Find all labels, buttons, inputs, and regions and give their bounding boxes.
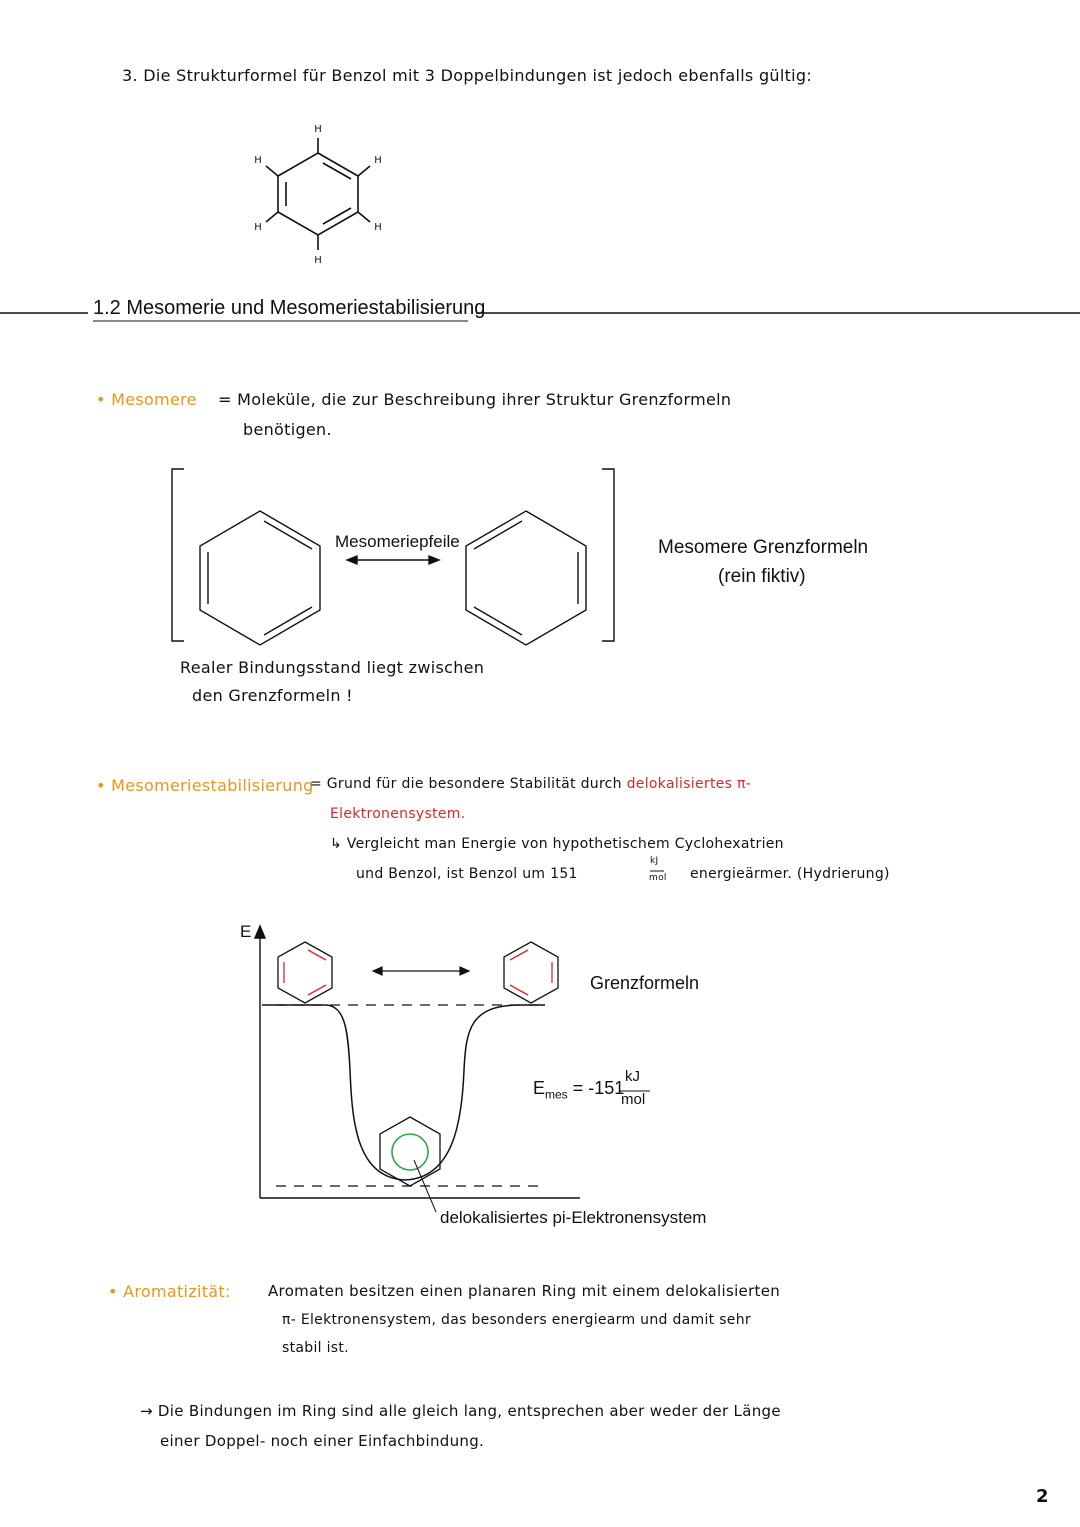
stabilisierung-line3: ↳ Vergleicht man Energie von hypothetischem Cyclohexatrien (330, 836, 784, 852)
mesomere-term: • Mesomere (96, 390, 197, 409)
right-bracket (602, 469, 614, 641)
mesomere-definition-line2: benötigen. (243, 420, 332, 439)
aromatizitaet-term: • Aromatizität: (108, 1282, 231, 1301)
emes-symbol: E (533, 1078, 546, 1098)
emes-value: = -151 (572, 1078, 625, 1098)
page-number: 2 (1036, 1486, 1049, 1507)
stabilisierung-def-prefix: = Grund für die besondere Stabilität durch (310, 776, 622, 792)
conclusion-line2: einer Doppel- noch einer Einfachbindung. (160, 1432, 485, 1450)
stabilisierung-def-highlight: delokalisiertes π- (626, 776, 752, 792)
benzene-structure-formula (266, 138, 370, 250)
bindungsstand-note-line1: Realer Bindungsstand liegt zwischen (180, 658, 485, 677)
grenzformel-1 (200, 511, 320, 645)
stabilisierung-line2: Elektronensystem. (330, 806, 466, 822)
section-title: 1.2 Mesomerie und Mesomeriestabilisierung (93, 297, 486, 319)
atom-h-bottom: H (314, 255, 322, 266)
atom-h-upper-right: H (374, 155, 382, 166)
stabilisierung-term: • Mesomeriestabilisierung (96, 776, 314, 795)
diagram-mesomerie-arrow (373, 967, 469, 975)
diagram-grenzformel-right (504, 942, 558, 1003)
emes-unit-top: kJ (625, 1068, 640, 1085)
diagram-benzene-delocalized (380, 1117, 440, 1186)
mesomerie-arrow (347, 556, 439, 564)
grenzformel-2 (466, 511, 586, 645)
aromatizitaet-line3: stabil ist. (282, 1340, 349, 1356)
delocalized-pointer (414, 1160, 436, 1212)
delocalized-label: delokalisiertes pi-Elektronensystem (440, 1208, 707, 1227)
aromatizitaet-line1: Aromaten besitzen einen planaren Ring mit einem delokalisierten (268, 1282, 781, 1300)
bindungsstand-note-line2: den Grenzformeln ! (192, 686, 353, 705)
emes-subscript: mes (545, 1087, 568, 1102)
stabilisierung-line4a: und Benzol, ist Benzol um 151 (356, 866, 578, 882)
conclusion-line1: → Die Bindungen im Ring sind alle gleich lang, entsprechen aber weder der Länge (140, 1402, 781, 1420)
mesomere-definition-line1: = Moleküle, die zur Beschreibung ihrer Struktur Grenzformeln (218, 390, 732, 409)
stabilisierung-unit-bottom: mol (649, 873, 667, 883)
energy-axis-label: E (240, 922, 252, 941)
aromatizitaet-line2: π- Elektronensystem, das besonders energiearm und damit sehr (282, 1312, 751, 1328)
emes-label (533, 1078, 624, 1102)
emes-unit-bottom: mol (621, 1091, 646, 1108)
energy-well-curve (262, 1005, 545, 1180)
grenzformeln-side-label-line1: Mesomere Grenzformeln (658, 537, 869, 558)
atom-h-lower-right: H (374, 222, 382, 233)
left-bracket (172, 469, 184, 641)
stabilisierung-line4b: energieärmer. (Hydrierung) (690, 866, 890, 882)
grenzformeln-label: Grenzformeln (590, 973, 700, 993)
stabilisierung-definition (310, 776, 751, 792)
atom-h-lower-left: H (254, 222, 262, 233)
diagram-grenzformel-left (278, 942, 332, 1003)
atom-h-upper-left: H (254, 155, 262, 166)
atom-h-top: H (314, 124, 322, 135)
mesomeriepfeile-label: Mesomeriepfeile (335, 532, 460, 551)
intro-text: 3. Die Strukturformel für Benzol mit 3 Doppelbindungen ist jedoch ebenfalls gültig: (122, 66, 813, 85)
grenzformeln-side-label-line2: (rein fiktiv) (718, 566, 806, 587)
stabilisierung-unit-top: kJ (650, 856, 659, 866)
energy-axes (255, 926, 580, 1198)
